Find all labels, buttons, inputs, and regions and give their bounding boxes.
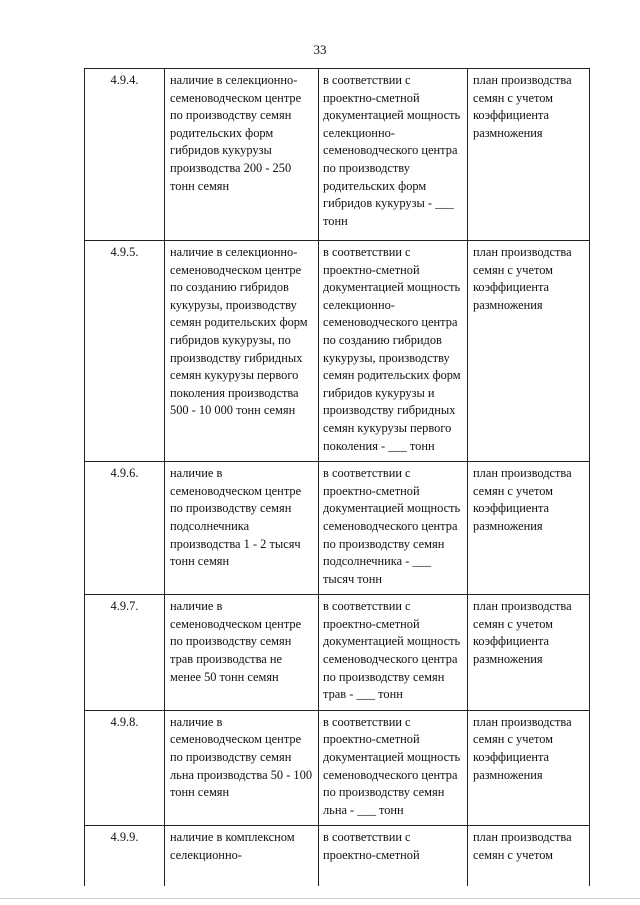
row-number: 4.9.6. (85, 462, 165, 595)
document-cell: план производства семян с учетом коэффициента размножения (468, 710, 590, 826)
table-row (85, 241, 590, 462)
document-cell: план производства семян с учетом коэффициента размножения (468, 69, 590, 241)
requirement-cell: наличие в семеноводческом центре по производству семян трав производства не менее 50 тонн семян (165, 595, 319, 711)
basis-cell: в соответствии с проектно-сметной документацией мощность селекционно- семеноводческого центра по производству родительских форм гибридов кукурузы - ___ тонн (319, 69, 468, 241)
basis-cell: в соответствии с проектно-сметной документацией мощность семеноводческого центра по производству семян трав - ___ тонн (319, 595, 468, 711)
requirement-cell: наличие в селекционно- семеноводческом центре по производству семян родительских форм гибридов кукурузы производства 200 - 250 тонн семян (165, 69, 319, 241)
table-row (85, 69, 590, 241)
row-number: 4.9.9. (85, 826, 165, 886)
requirement-cell: наличие в селекционно- семеноводческом центре по созданию гибридов кукурузы, производству семян родительских форм гибридов кукурузы, по производству гибридных семян кукурузы первого поколения производства 500 - 10 000 тонн семян (165, 241, 319, 462)
row-number: 4.9.8. (85, 710, 165, 826)
row-number: 4.9.4. (85, 69, 165, 241)
row-number: 4.9.7. (85, 595, 165, 711)
table-row (85, 710, 590, 826)
requirement-cell: наличие в семеноводческом центре по производству семян подсолнечника производства 1 - 2 тысяч тонн семян (165, 462, 319, 595)
table-row (85, 826, 590, 886)
requirement-cell: наличие в семеноводческом центре по производству семян льна производства 50 - 100 тонн семян (165, 710, 319, 826)
page-number: 33 (313, 42, 327, 57)
row-number: 4.9.5. (85, 241, 165, 462)
basis-cell: в соответствии с проектно-сметной документацией мощность семеноводческого центра по производству семян льна - ___ тонн (319, 710, 468, 826)
basis-cell: в соответствии с проектно-сметной (319, 826, 468, 886)
bottom-edge-rule (0, 898, 640, 899)
document-cell: план производства семян с учетом коэффициента размножения (468, 595, 590, 711)
basis-cell: в соответствии с проектно-сметной документацией мощность семеноводческого центра по производству семян подсолнечника - ___ тысяч тонн (319, 462, 468, 595)
table-row (85, 595, 590, 711)
document-cell: план производства семян с учетом коэффициента размножения (468, 241, 590, 462)
table-row (85, 462, 590, 595)
document-cell: план производства семян с учетом коэффициента размножения (468, 462, 590, 595)
requirement-cell: наличие в комплексном селекционно- (165, 826, 319, 886)
requirements-table (84, 68, 590, 886)
document-cell: план производства семян с учетом (468, 826, 590, 886)
basis-cell: в соответствии с проектно-сметной документацией мощность селекционно- семеноводческого центра по созданию гибридов кукурузы, производству семян родительских форм гибридов кукурузы и производству гибридных семян кукурузы первого поколения - ___ тонн (319, 241, 468, 462)
